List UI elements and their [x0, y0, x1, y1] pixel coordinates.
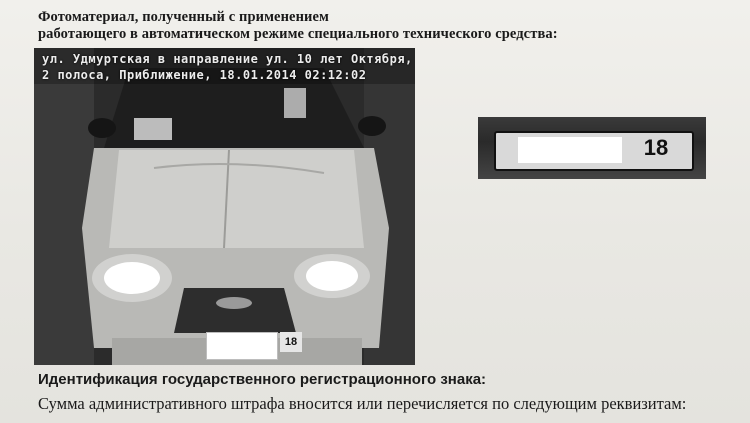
car-image	[34, 48, 415, 365]
plate-closeup-region: 18	[643, 135, 669, 160]
photo-caption-line2: работающего в автоматическом режиме специального технического средства:	[38, 26, 558, 42]
license-plate-redacted	[206, 332, 278, 360]
plate-closeup-photo	[478, 117, 706, 179]
fine-payment-text: Сумма административного штрафа вносится или перечисляется по следующим реквизитам:	[38, 394, 687, 413]
plate-region-code: 18	[280, 332, 302, 352]
photo-location-stamp: ул. Удмуртская в направление ул. 10 лет Октября,	[42, 52, 413, 66]
photo-caption-line1: Фотоматериал, полученный с применением	[38, 9, 329, 25]
plate-closeup-redacted	[518, 137, 622, 163]
plate-identification-heading: Идентификация государственного регистрационного знака:	[38, 371, 487, 388]
traffic-camera-photo	[34, 48, 415, 365]
photo-datetime-stamp: 2 полоса, Приближение, 18.01.2014 02:12:02	[42, 68, 367, 82]
